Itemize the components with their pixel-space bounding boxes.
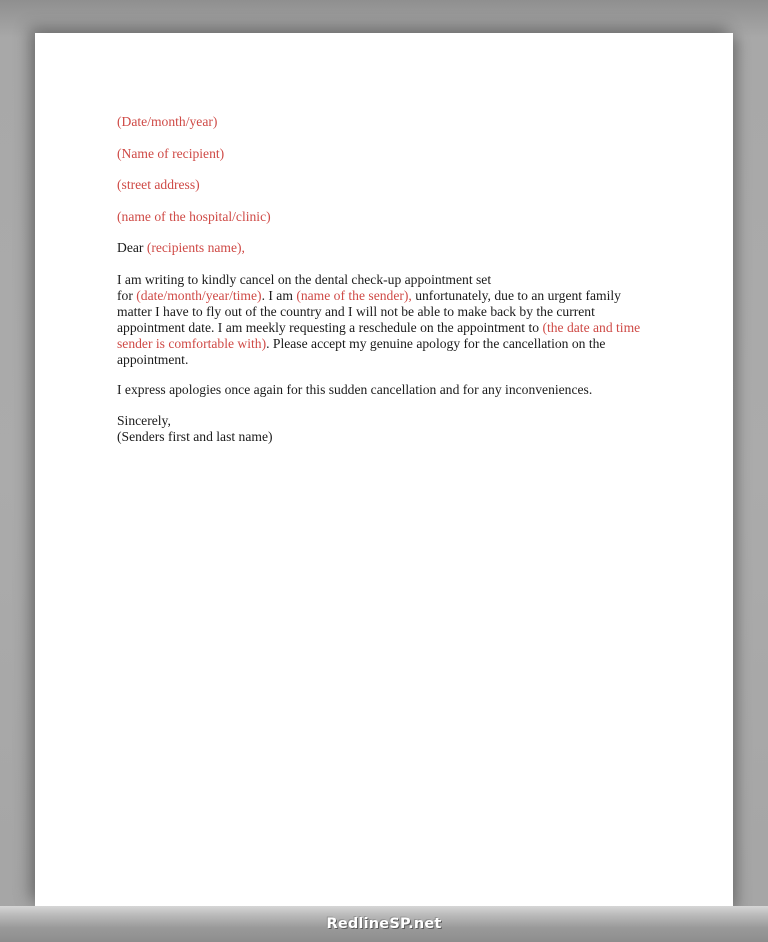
- body-segment-iam: . I am: [261, 287, 297, 303]
- footer-watermark-bar: [0, 906, 768, 942]
- watermark-label: RedlineSP.net: [326, 916, 442, 932]
- placeholder-reschedule-time: (the date and time sender is comfortable with): [117, 319, 641, 351]
- document-page: [35, 33, 733, 906]
- header-line-street-address: (street address): [117, 177, 200, 192]
- signoff-block: [117, 413, 645, 445]
- body-segment-end: . Please accept my genuine apology for the cancellation on the appointment.: [117, 335, 606, 367]
- placeholder-date-time: (date/month/year/time): [136, 287, 262, 303]
- signoff-sender-name: (Senders first and last name): [117, 429, 273, 445]
- placeholder-sender-name: (name of the sender),: [296, 287, 412, 303]
- salutation-placeholder: (recipients name),: [146, 240, 245, 255]
- header-line-recipient-name: (Name of recipient): [117, 145, 225, 161]
- letter-content: [117, 115, 645, 445]
- body-paragraph: [117, 272, 645, 367]
- body-line-one: I am writing to kindly cancel on the dental check-up appointment set: [117, 272, 492, 287]
- closing-paragraph: I express apologies once again for this sudden cancellation and for any inconveniences.: [117, 382, 593, 398]
- body-segment-for: for: [117, 287, 137, 303]
- body-segment-middle: unfortunately, due to an urgent family matter I have to fly out of the country and I will not be able to make back by the current appointment date. I am meekly requesting a reschedule on the appointment to: [117, 287, 621, 335]
- salutation-line: [117, 241, 645, 255]
- header-line-hospital-clinic: (name of the hospital/clinic): [117, 208, 271, 224]
- salutation-greeting: Dear: [117, 240, 147, 255]
- signoff-sincerely: Sincerely,: [117, 413, 171, 429]
- header-line-date: (Date/month/year): [117, 114, 218, 129]
